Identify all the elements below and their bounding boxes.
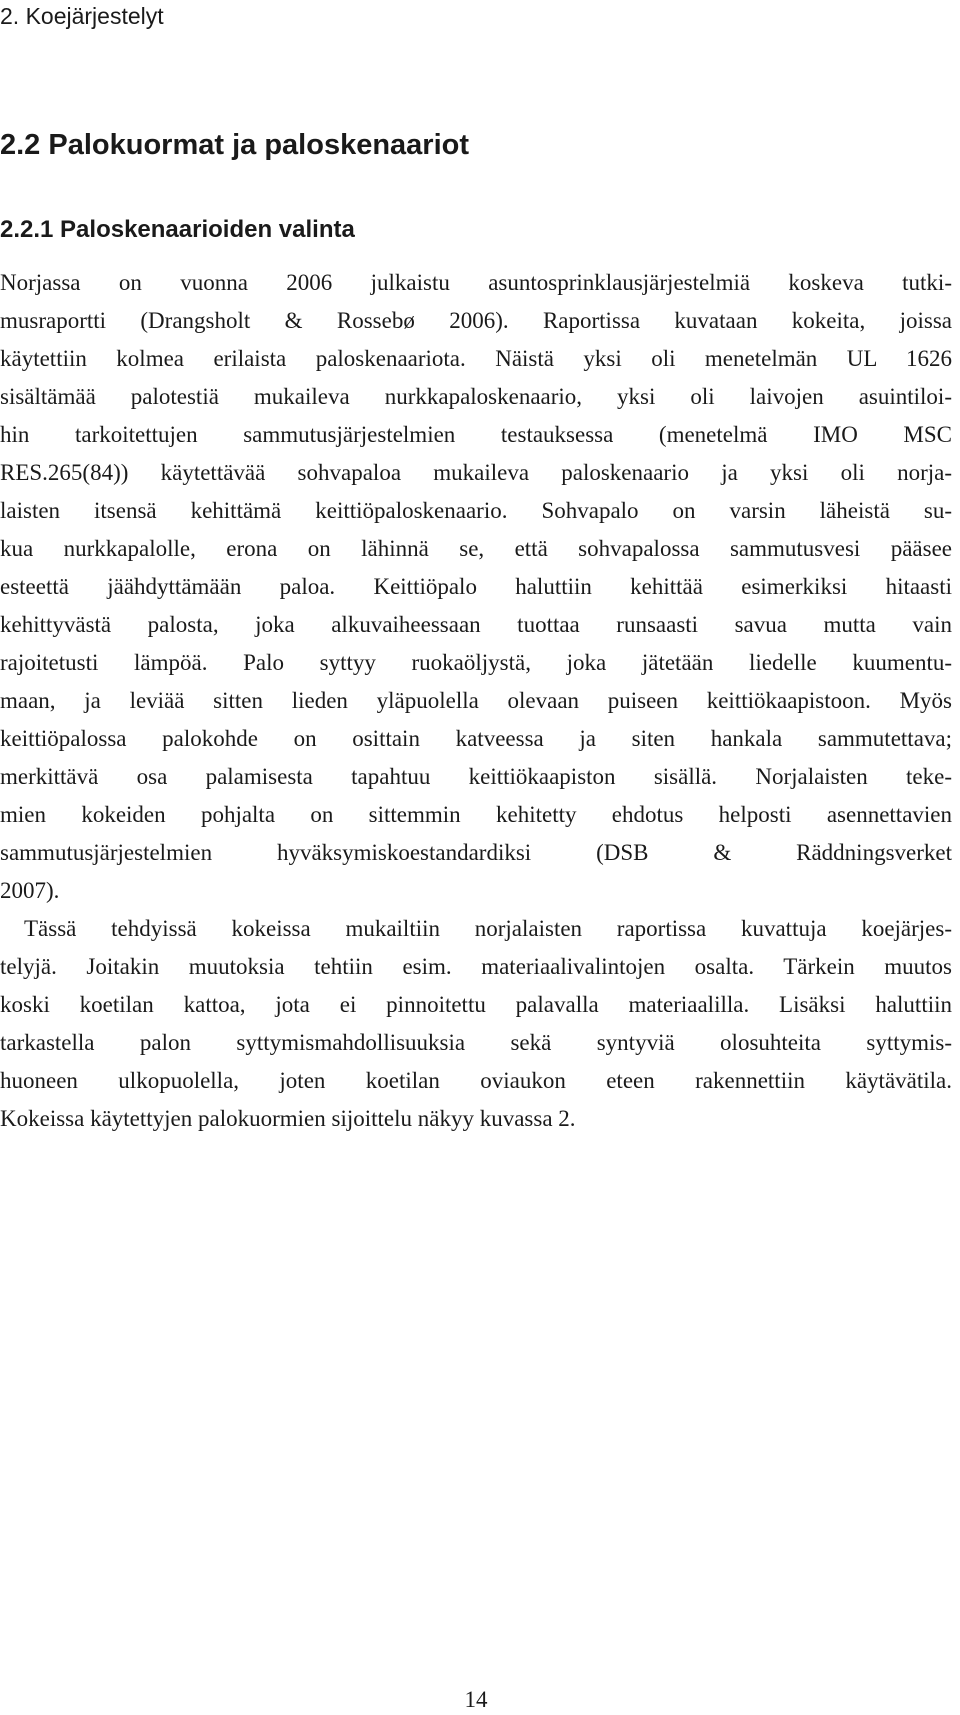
- paragraph-line: Kokeissa käytettyjen palokuormien sijoittelu näkyy kuvassa 2.: [0, 1106, 576, 1131]
- paragraph-line: sisältämää palotestiä mukaileva nurkkapaloskenaario, yksi oli laivojen asuintiloi-: [0, 384, 952, 409]
- paragraph-line: 2007).: [0, 878, 60, 903]
- paragraph-line: tarkastella palon syttymismahdollisuuksia sekä syntyviä olosuhteita syttymis-: [0, 1030, 952, 1055]
- paragraph-line: esteettä jäähdyttämään paloa. Keittiöpalo haluttiin kehittää esimerkiksi hitaasti: [0, 574, 952, 599]
- paragraph-line: huoneen ulkopuolella, joten koetilan oviaukon eteen rakennettiin käytävätila.: [0, 1068, 952, 1093]
- paragraph-line: maan, ja leviää sitten lieden yläpuolella olevaan puiseen keittiökaapistoon. Myös: [0, 688, 952, 713]
- paragraph-line: kehittyvästä palosta, joka alkuvaiheessaan tuottaa runsaasti savua mutta vain: [0, 612, 952, 637]
- paragraph-line: musraportti (Drangsholt & Rossebø 2006). Raportissa kuvataan kokeita, joissa: [0, 308, 952, 333]
- section-heading: 2.2 Palokuormat ja paloskenaariot: [0, 129, 470, 161]
- paragraph-line: sammutusjärjestelmien hyväksymiskoestandardiksi (DSB & Räddningsverket: [0, 840, 952, 865]
- paragraph-line: RES.265(84)) käytettävää sohvapaloa mukaileva paloskenaario ja yksi oli norja-: [0, 460, 952, 485]
- running-header: 2. Koejärjestelyt: [0, 3, 164, 29]
- paragraph-line: laisten itsensä kehittämä keittiöpaloskenaario. Sohvapalo on varsin läheistä su-: [0, 498, 952, 523]
- paragraph-line: mien kokeiden pohjalta on sittemmin kehitetty ehdotus helposti asennettavien: [0, 802, 952, 827]
- paragraph-line: telyjä. Joitakin muutoksia tehtiin esim. materiaalivalintojen osalta. Tärkein muutos: [0, 954, 952, 979]
- paragraph-line: koski koetilan kattoa, jota ei pinnoitettu palavalla materiaalilla. Lisäksi haluttiin: [0, 992, 952, 1017]
- paragraph-line: rajoitetusti lämpöä. Palo syttyy ruokaöljystä, joka jätetään liedelle kuumentu-: [0, 650, 952, 675]
- page-number: 14: [464, 1687, 488, 1712]
- paragraph-line: Tässä tehdyissä kokeissa mukailtiin norjalaisten raportissa kuvattuja koejärjes-: [24, 916, 952, 941]
- paragraph-line: Norjassa on vuonna 2006 julkaistu asuntosprinklausjärjestelmiä koskeva tutki-: [0, 270, 952, 295]
- paragraph-line: merkittävä osa palamisesta tapahtuu keittiökaapiston sisällä. Norjalaisten teke-: [0, 764, 952, 789]
- paragraph-line: keittiöpalossa palokohde on osittain katveessa ja siten hankala sammutettava;: [0, 726, 952, 751]
- subsection-heading: 2.2.1 Paloskenaarioiden valinta: [0, 216, 355, 243]
- paragraph-line: hin tarkoitettujen sammutusjärjestelmien testauksessa (menetelmä IMO MSC: [0, 422, 952, 447]
- paragraph-line: kua nurkkapalolle, erona on lähinnä se, että sohvapalossa sammutusvesi pääsee: [0, 536, 952, 561]
- paragraph-line: käytettiin kolmea erilaista paloskenaariota. Näistä yksi oli menetelmän UL 1626: [0, 346, 952, 371]
